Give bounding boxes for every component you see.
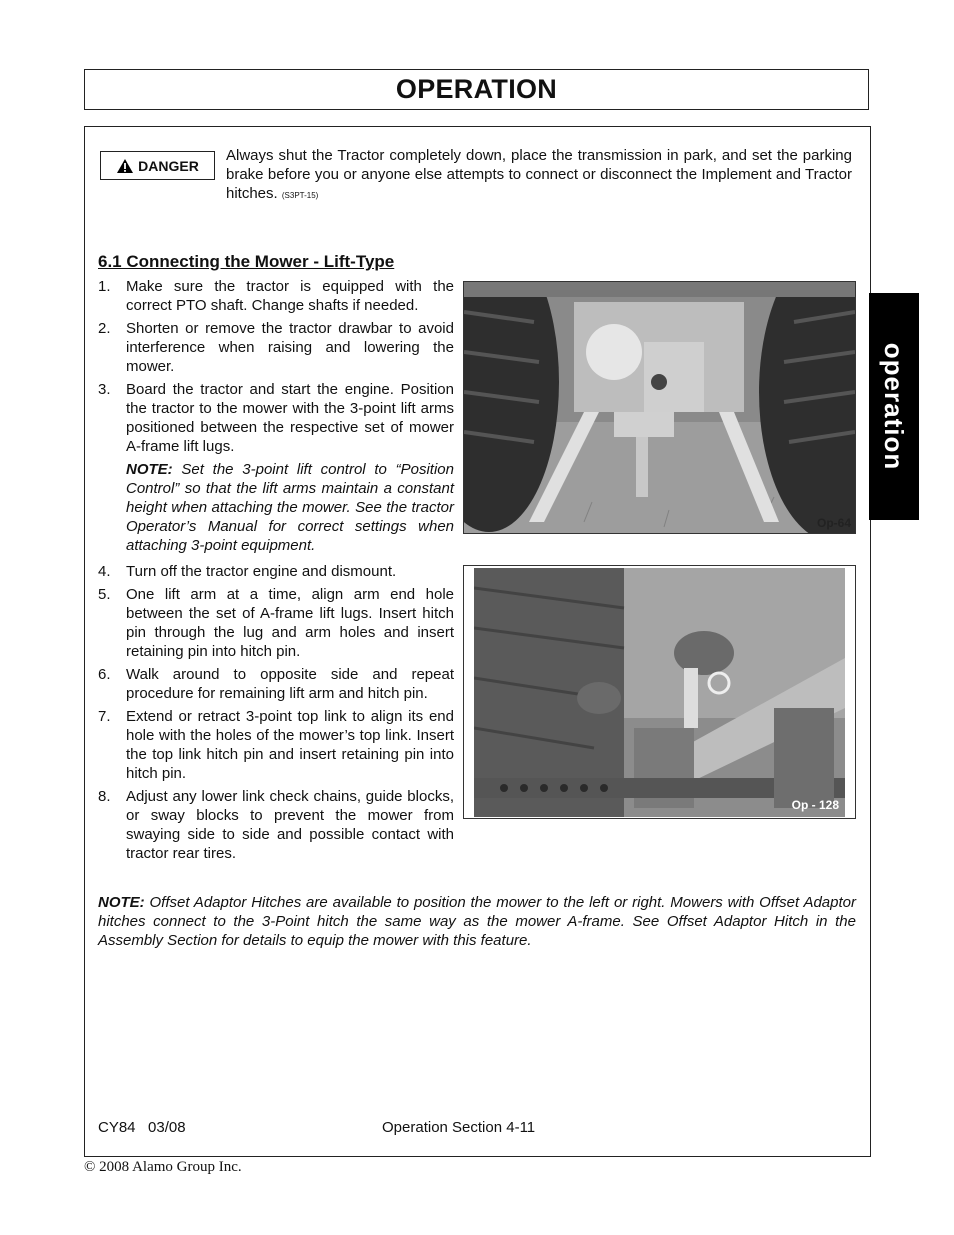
step-number: 1.: [98, 278, 111, 295]
side-tab-label: operation: [879, 342, 910, 471]
step-number: 4.: [98, 563, 111, 580]
list-item: [98, 787, 454, 863]
list-item: [98, 319, 454, 376]
note-text: Set the 3-point lift control to “Position Control” so that the lift arms maintain a constant height when attaching the mower. See the tractor Operator’s Manual for correct settings when attaching 3-point equipment.: [126, 461, 454, 554]
note-offset-adaptor: [98, 893, 856, 950]
step-text: Walk around to opposite side and repeat procedure for remaining lift arm and hitch pin.: [126, 666, 454, 702]
photo-hitch-pin: [463, 565, 856, 819]
note-lift-control: [126, 460, 454, 555]
step-number: 7.: [98, 708, 111, 725]
photo-label: Op-64: [816, 516, 851, 530]
list-item: [98, 585, 454, 661]
step-number: 8.: [98, 788, 111, 805]
footer-page-reference: Operation Section 4-11: [382, 1119, 536, 1136]
step-text: Board the tractor and start the engine. Position the tractor to the mower with the 3-point lift arms positioned between the respective set of mower A-frame lift lugs.: [126, 381, 454, 455]
copyright-notice: © 2008 Alamo Group Inc.: [84, 1159, 242, 1175]
warning-triangle-icon: [116, 158, 134, 174]
hitch-pin-image: [474, 568, 845, 817]
list-item: [98, 562, 454, 581]
list-item: [98, 707, 454, 783]
step-text: Make sure the tractor is equipped with the correct PTO shaft. Change shafts if needed.: [126, 278, 454, 314]
section-side-tab: [869, 293, 919, 520]
tractor-hitch-image: [464, 282, 855, 533]
page-title: OPERATION: [395, 74, 558, 104]
note-label: NOTE:: [98, 894, 145, 911]
step-text: Turn off the tractor engine and dismount.: [126, 563, 397, 580]
footer-model-date: CY84 03/08: [98, 1119, 186, 1136]
steps-list-2: [98, 562, 454, 867]
step-number: 3.: [98, 381, 111, 398]
danger-code: (S3PT-15): [281, 191, 319, 200]
photo-tractor-hitch: [463, 281, 856, 534]
danger-label: DANGER: [138, 157, 199, 174]
danger-badge: [100, 151, 215, 180]
step-text: Extend or retract 3-point top link to align its end hole with the holes of the mower’s top link. Insert the top link hitch pin and insert retaining pin into hitch pin.: [126, 708, 454, 782]
step-text: Adjust any lower link check chains, guide blocks, or sway blocks to prevent the mower from swaying side to side and possible contact with tractor rear tires.: [126, 788, 454, 862]
list-item: [98, 277, 454, 315]
step-number: 5.: [98, 586, 111, 603]
step-text: One lift arm at a time, align arm end hole between the set of A-frame lift lugs. Insert hitch pin through the lug and arm holes and insert retaining pin into hitch pin.: [126, 586, 454, 660]
step-text: Shorten or remove the tractor drawbar to avoid interference when raising and lowering the mower.: [126, 320, 454, 375]
danger-message: [226, 146, 852, 205]
section-title: 6.1 Connecting the Mower - Lift-Type: [98, 252, 395, 271]
step-number: 2.: [98, 320, 111, 337]
photo-label: Op - 128: [791, 798, 839, 812]
page-header: [84, 69, 869, 110]
note-label: NOTE:: [126, 461, 173, 478]
danger-text: Always shut the Tractor completely down, place the transmission in park, and set the parking brake before you or anyone else attempts to connect or disconnect the Implement and Tractor hitches.: [226, 147, 852, 202]
step-number: 6.: [98, 666, 111, 683]
list-item: [98, 380, 454, 456]
steps-list-1: [98, 277, 454, 559]
list-item: [98, 665, 454, 703]
note-text: Offset Adaptor Hitches are available to position the mower to the left or right. Mowers with Offset Adaptor hitches connect to the 3-Point hitch the same way as the mower A-frame. See Offset Adaptor Hitch in the Assembly Section for details to equip the mower with this feature.: [98, 894, 856, 949]
